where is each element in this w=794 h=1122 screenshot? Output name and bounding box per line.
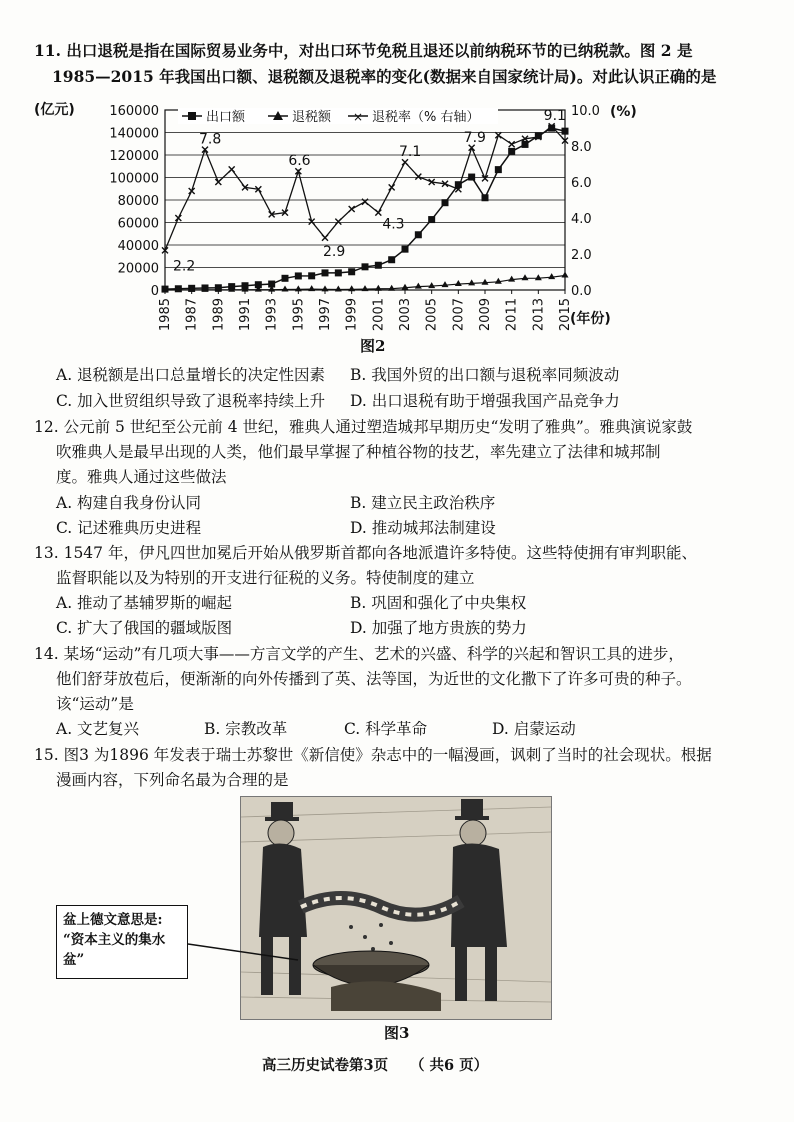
- q13-stem-line2: 监督职能以及为特别的开支进行征税的义务。特使制度的建立: [56, 569, 475, 587]
- rebate-point: [415, 283, 422, 289]
- figure2-caption: 图2: [360, 337, 386, 355]
- y2-tick-label: 6.0: [571, 176, 592, 191]
- x-tick-label: 2009: [478, 298, 493, 332]
- export-point: [482, 194, 489, 201]
- y2-tick-label: 2.0: [571, 248, 592, 263]
- q12-option-b[interactable]: B. 建立民主政治秩序: [350, 494, 496, 512]
- q14-stem-line2: 他们舒芽放苞后，便渐渐的向外传播到了英、法等国，为近世的文化撒下了许多可贵的种子。: [56, 670, 692, 688]
- legend-rate-label: 退税率（% 右轴）: [372, 110, 480, 125]
- y2-tick-label: 10.0: [571, 104, 600, 119]
- rate-line: [165, 126, 565, 250]
- note-line2: “资本主义的集水: [63, 932, 166, 948]
- rebate-point: [322, 285, 329, 291]
- q13-option-a[interactable]: A. 推动了基辅罗斯的崛起: [56, 594, 233, 612]
- rate-point: [175, 215, 181, 221]
- x-tick-label: 1997: [318, 298, 333, 332]
- rebate-point: [428, 282, 435, 288]
- q12-option-a[interactable]: A. 构建自我身份认同: [56, 494, 202, 512]
- rate-point: [229, 166, 235, 172]
- y-tick-label: 40000: [117, 239, 159, 254]
- rate-annotation: 7.8: [199, 131, 222, 148]
- q11-option-d[interactable]: D. 出口退税有助于增强我国产品竞争力: [350, 392, 620, 410]
- rebate-point: [282, 285, 289, 291]
- export-point: [348, 268, 355, 275]
- legend-export-marker: [188, 112, 196, 120]
- rebate-point: [402, 284, 409, 290]
- x-tick-label: 1989: [211, 298, 227, 332]
- rate-point: [322, 235, 328, 241]
- x-tick-label: 1993: [264, 298, 280, 332]
- footer-page: 高三历史试卷第3页: [262, 1057, 389, 1074]
- q14-option-d[interactable]: D. 启蒙运动: [492, 720, 576, 738]
- q12-stem-line2: 吹雅典人是最早出现的人类，他们最早掌握了种植谷物的技艺，率先建立了法律和城邦制: [56, 443, 661, 461]
- rebate-point: [442, 281, 449, 287]
- export-point: [362, 263, 369, 270]
- q14-option-a[interactable]: A. 文艺复兴: [56, 720, 140, 738]
- rate-annotation: 2.9: [323, 243, 346, 260]
- legend: [178, 108, 498, 125]
- y-tick-label: 100000: [109, 171, 159, 187]
- q12-stem-line1: 12. 公元前 5 世纪至公元前 4 世纪，雅典人通过塑造城邦早期历史“发明了雅典”。雅典演说家鼓: [34, 418, 693, 436]
- rate-point: [509, 141, 515, 147]
- cartoon-note-box: [56, 905, 188, 979]
- q11-option-a[interactable]: A. 退税额是出口总量增长的决定性因素: [56, 366, 326, 384]
- legend-rebate-label: 退税额: [292, 110, 332, 125]
- q11-option-c[interactable]: C. 加入世贸组织导致了退税率持续上升: [56, 392, 326, 410]
- x-tick-label: 1999: [344, 298, 360, 332]
- rebate-point: [468, 279, 475, 285]
- q13-option-b[interactable]: B. 巩固和强化了中央集权: [350, 594, 527, 612]
- rate-annotation: 2.2: [173, 258, 196, 275]
- export-point: [375, 262, 382, 269]
- note-pointer: [186, 930, 306, 970]
- rate-point: [349, 206, 355, 212]
- x-tick-label: 1985: [158, 298, 173, 332]
- rate-point: [415, 174, 421, 180]
- q14-option-c[interactable]: C. 科学革命: [344, 720, 428, 738]
- rebate-point: [482, 279, 489, 285]
- rate-annotation: 4.3: [382, 216, 405, 233]
- rebate-point: [562, 271, 569, 277]
- rate-annotation: 7.1: [399, 144, 422, 161]
- rebate-point: [335, 286, 342, 292]
- right-unit-label: (%): [610, 104, 637, 120]
- x-tick-label: 1987: [184, 298, 200, 332]
- rate-point: [375, 210, 381, 216]
- export-point: [322, 269, 329, 276]
- x-tick-label: 1995: [291, 298, 307, 332]
- rate-point: [215, 179, 221, 185]
- export-point: [508, 148, 515, 155]
- x-tick-label: 1991: [238, 298, 253, 332]
- export-point: [388, 256, 395, 263]
- rebate-point: [295, 285, 302, 291]
- export-point: [282, 275, 289, 282]
- cartoon-illustration: [240, 796, 552, 1020]
- rebate-point: [522, 274, 529, 280]
- q11-option-b[interactable]: B. 我国外贸的出口额与退税率同频波动: [350, 366, 620, 384]
- x-unit-label: (年份): [570, 311, 611, 327]
- q12-option-c[interactable]: C. 记述雅典历史进程: [56, 519, 202, 537]
- y2-tick-label: 8.0: [571, 140, 592, 155]
- export-point: [295, 272, 302, 279]
- q15-stem-line1: 15. 图3 为1896 年发表于瑞士苏黎世《新信使》杂志中的一幅漫画，讽刺了当时的社会现状。根据: [34, 746, 712, 764]
- q14-stem-line1: 14. 某场“运动”有几项大事——方言文学的产生、艺术的兴盛、科学的兴起和智识工具的进步，: [34, 645, 684, 663]
- rebate-point: [508, 276, 515, 282]
- y-tick-label: 20000: [117, 261, 159, 277]
- q13-option-d[interactable]: D. 加强了地方贵族的势力: [350, 619, 527, 637]
- legend-export-label: 出口额: [206, 110, 246, 125]
- rebate-point: [388, 285, 395, 291]
- q15-stem-line2: 漫画内容，下列命名最为合理的是: [56, 771, 289, 789]
- export-tax-rebate-chart: [30, 94, 670, 334]
- q14-option-b[interactable]: B. 宗教改革: [204, 720, 288, 738]
- rate-annotation: 9.1: [543, 108, 566, 125]
- y2-tick-label: 4.0: [571, 212, 592, 227]
- y-tick-label: 120000: [109, 149, 159, 164]
- rebate-point: [548, 273, 555, 279]
- rebate-point: [308, 285, 315, 291]
- note-line1: 盆上德文意思是:: [63, 912, 163, 928]
- q11-stem-line1: 11. 出口退税是指在国际贸易业务中，对出口环节免税且退还以前纳税环节的已纳税款。图 2 是: [34, 41, 693, 60]
- x-tick-label: 2013: [531, 298, 547, 332]
- export-point: [562, 128, 569, 135]
- rebate-point: [535, 274, 542, 280]
- q12-option-d[interactable]: D. 推动城邦法制建设: [350, 519, 496, 537]
- footer-total: （ 共6 页）: [410, 1057, 489, 1074]
- export-point: [442, 199, 449, 206]
- export-point: [468, 174, 475, 181]
- rate-point: [389, 184, 395, 190]
- x-tick-label: 2001: [371, 298, 387, 332]
- rebate-point: [348, 285, 355, 291]
- y-tick-label: 80000: [117, 194, 159, 209]
- y2-tick-label: 0.0: [571, 284, 592, 299]
- y-tick-label: 140000: [109, 126, 159, 142]
- export-point: [335, 269, 342, 276]
- note-line3: 盆”: [63, 952, 85, 968]
- legend-rate-marker: ×: [353, 110, 364, 124]
- q11-stem-line2: 1985—2015 年我国出口额、退税额及退税率的变化(数据来自国家统计局)。对此认识正确的是: [52, 67, 717, 86]
- x-tick-label: 2007: [451, 298, 467, 332]
- x-tick-label: 2011: [504, 298, 520, 332]
- y-tick-label: 160000: [109, 104, 159, 119]
- export-point: [308, 272, 315, 279]
- figure3-caption: 图3: [384, 1024, 410, 1042]
- export-point: [495, 166, 502, 173]
- x-tick-label: 2005: [424, 298, 440, 332]
- left-unit-label: (亿元): [34, 102, 75, 118]
- rate-point: [335, 219, 341, 225]
- q14-stem-line3: 该“运动”是: [56, 695, 134, 713]
- rebate-point: [375, 285, 382, 291]
- rebate-point: [362, 285, 369, 291]
- y-tick-label: 0: [150, 284, 159, 299]
- q13-stem-line1: 13. 1547 年，伊凡四世加冕后开始从俄罗斯首都向各地派遣许多特使。这些特使拥有审判职能、: [34, 544, 697, 562]
- q12-stem-line3: 度。雅典人通过这些做法: [56, 468, 227, 486]
- export-point: [428, 216, 435, 223]
- q13-option-c[interactable]: C. 扩大了俄国的疆域版图: [56, 619, 233, 637]
- x-tick-label: 2003: [398, 298, 413, 332]
- x-tick-label: 2015: [558, 298, 573, 332]
- rate-annotation: 6.6: [288, 153, 311, 170]
- rate-annotation: 7.9: [463, 129, 486, 146]
- y-tick-label: 60000: [117, 216, 159, 232]
- export-point: [415, 231, 422, 238]
- export-point: [402, 246, 409, 253]
- rebate-point: [455, 280, 462, 286]
